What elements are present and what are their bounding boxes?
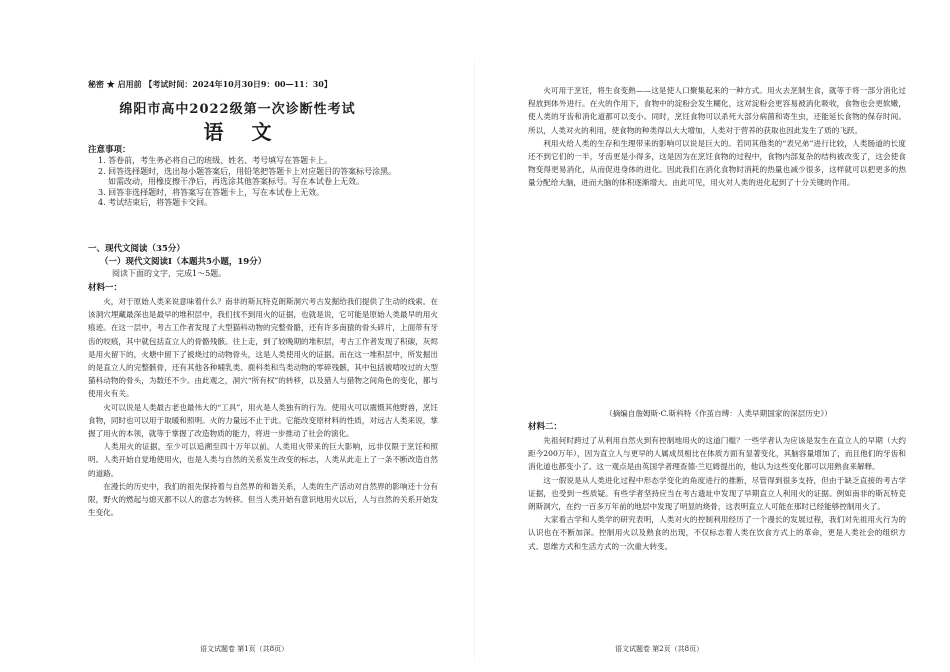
- paragraph: 人类用火的证据，至少可以追溯至四十万年以前。人类用火带来的巨大影响，远非仅限于烹饪和照明。人类开始自觉地使用火，也是人类与自然的关系发生改变的标志，人类从此走上了一条不断改造自然的道路。: [88, 442, 438, 478]
- paragraph: 先祖何时跨过了从利用自然火到有控制地用火的这道门槛？一些学者认为应该是发生在直立人的早期（大约距今200万年），因为直立人与更早的人属成员相比在体质方面有显著变化，其脑容量增加了，而且他们的牙齿和消化道也都变小了。这一观点是由英国学者理查德·兰厄姆提出的，他认为这些变化都可以用熟食来解释。: [528, 436, 906, 472]
- material-two-label: 材料二：: [528, 422, 563, 432]
- notes-list: [98, 156, 438, 209]
- paragraph: 火可用于烹饪，将生食变熟——这是使人口聚集起来的一种方式。用火去烹制生食，就等于将一部分消化过程放到体外进行。在火的作用下，食物中的淀粉会发生糊化，这对淀粉会更容易被消化吸收，食物也会更软嫩，使人类的牙齿和消化道都可以变小。同时，烹饪食物可以杀死大部分病菌和寄生虫，还能延长食物的保存时间。所以，人类对火的利用，使食物的种类得以大大增加，人类对于营养的获取也因此发生了质的飞跃。: [528, 86, 906, 135]
- section-heading: 一、现代文阅读（35分）: [88, 244, 185, 254]
- subsection-heading: （一）现代文阅读Ⅰ（本题共5小题，19分）: [100, 257, 267, 267]
- exam-title: 绵阳市高中2022级第一次诊断性考试: [119, 102, 356, 117]
- notes-heading: 注意事项：: [88, 145, 131, 155]
- right-page: [475, 0, 950, 672]
- material-two-text: [528, 434, 906, 634]
- material-one-label: 材料一：: [88, 283, 123, 293]
- note-item: 4. 考试结束后，将答题卡交回。: [98, 198, 213, 208]
- subject-title: 语文: [203, 120, 300, 144]
- paragraph: 利用火给人类的生存和生理带来的影响可以说是巨大的。若同其他类的“表兄弟”进行比较，人类肠道的长度还不到它们的一半，牙齿更是小得多，这是因为在烹饪食物的过程中，食物内部复杂的结构被改变了，这会使食物变得更易消化，从而促进身体的进化。因此我们在消化食物时消耗的热量也减少很多，这样就可以把更多的热量分配给大脑，进而大脑的体积逐渐增大。由此可见，用火对人类的进化起到了十分关键的作用。: [528, 138, 906, 188]
- note-item: 2. 回答选择题时，选出每小题答案后，用铅笔把答题卡上对应题目的答案标号涂黑。: [98, 166, 397, 176]
- page-footer-1: 语文试题卷 第1页（共8页）: [200, 645, 289, 653]
- secret-line: 秘密 ★ 启用前 【考试时间：2024年10月30日9：00—11：30】: [88, 79, 332, 89]
- page-footer-2: 语文试题卷 第2页（共8页）: [615, 645, 704, 653]
- note-item: 1. 答卷前，考生务必将自己的班级、姓名、考号填写在答题卡上。: [98, 156, 333, 165]
- note-item: 3. 回答非选择题时，将答案写在答题卡上，写在本试卷上无效。: [98, 187, 325, 197]
- instruction: 阅读下面的文字，完成1～5题。: [112, 269, 227, 278]
- source-citation: （摘编自詹姆斯·C.斯科特《作茧自缚：人类早期国家的深层历史》）: [605, 409, 832, 418]
- paragraph: 火可以说是人类最古老也最伟大的“工具”，用火是人类独有的行为。使用火可以震慑其他野兽，烹饪食物，同时也可以用于取暖和照明。火的力量远不止于此。它能改变原材料的性质，对远古人类来说，掌握了用火的本领，就等于掌握了改造物质的能力，将进一步推动了社会的演化。: [88, 402, 438, 439]
- paragraph: 在漫长的历史中，我们的祖先保持着与自然界的和谐关系，人类的生产活动对自然界的影响还十分有限，野火的燃起与熄灭都不以人的意志为转移。但当人类开始有意识地用火以后，人与自然的关系开始发生变化。: [88, 481, 438, 518]
- paragraph: 火，对于原始人类来说意味着什么？南非的斯瓦特克朗斯洞穴考古发掘给我们提供了生动的线索。在该洞穴埋藏最深也是最早的堆积层中，我们找不到用火的证据，也就是说，它可能是原始人类最早的用火痕迹。在这一层中，考古工作者发现了大型猫科动物的完整骨骼，还有许多南猿的骨头碎片，上面带有牙齿的咬痕，其中就包括直立人的骨骼残骸。往上走，到了较晚期的堆积层，考古工作者发现了积碳，灰烬是用火留下的，火塘中留下了被烧过的动物骨头，这是人类使用火的证据。而在这一堆积层中，所发掘出的是直立人的完整骸骨，还有其他各种哺乳类、鹿科类和鸟类动物的零碎残骸，其中包括被啃咬过的大型猫科动物的骨头，为数还不少。由此观之，洞穴“所有权”的转移，以及猎人与猎物之间角色的变化，都与使用火有关。: [88, 297, 438, 399]
- material-one-continued: [528, 84, 906, 402]
- paragraph: 大家看古学和人类学的研究表明，人类对火的控制利用经历了一个漫长的发展过程，我们对先祖用火行为的认识也在不断加深。控制用火以及熟食的出现，不仅标志着人类在饮食方式上的革命，更是人类社会的组织方式、思维方式和生活方式的一次重大转变。: [528, 515, 906, 551]
- paragraph: 这一假说是从人类进化过程中形态学变化的角度进行的推断，尽管得到很多支持，但由于缺乏直接的考古学证据，也受到一些质疑。有些学者坚持应当在考古遗址中发现了早期直立人利用火的证据。例如南非的斯瓦特克朗斯洞穴，在约一百多万年前的地层中发现了明显的烧骨，这表明直立人可能在那时已经能够控制用火了。: [528, 475, 906, 512]
- note-item: 如需改动，用橡皮擦干净后，再选涂其他答案标号。写在本试卷上无效。: [108, 177, 364, 187]
- material-one-text: [88, 295, 438, 640]
